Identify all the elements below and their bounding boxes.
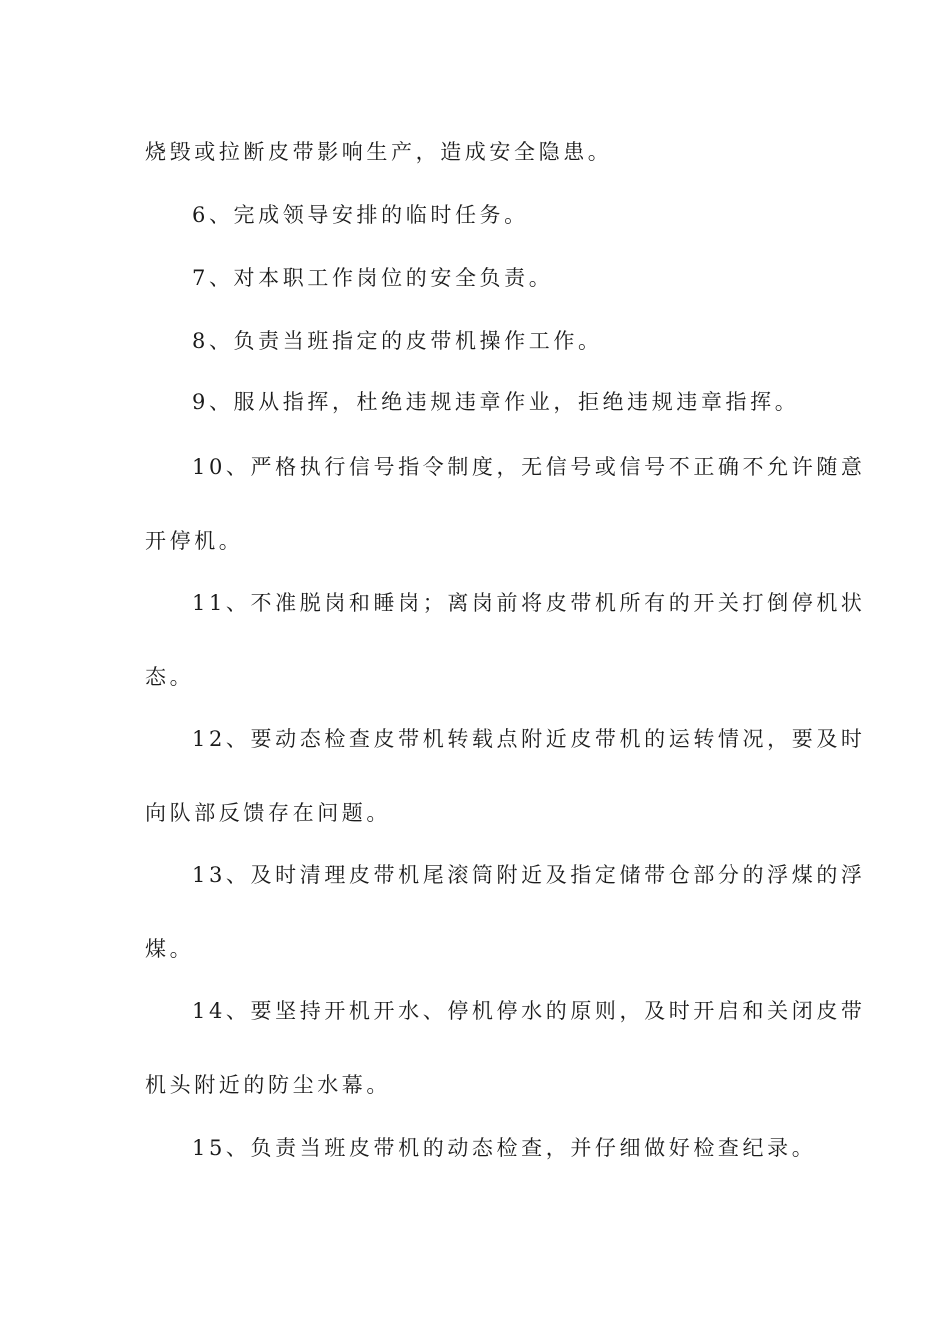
list-item: 15、负责当班皮带机的动态检查，并仔细做好检查纪录。 [192,1136,817,1160]
list-item-continuation: 态。 [145,665,195,689]
list-item-continuation: 开停机。 [145,529,244,553]
list-item: 6、完成领导安排的临时任务。 [192,203,529,227]
list-item-continuation: 机头附近的防尘水幕。 [145,1073,391,1097]
list-item: 11、不准脱岗和睡岗；离岗前将皮带机所有的开关打倒停机状 [192,591,866,615]
list-item-continuation: 向队部反馈存在问题。 [145,801,391,825]
list-item: 8、负责当班指定的皮带机操作工作。 [192,329,603,353]
list-item: 12、要动态检查皮带机转载点附近皮带机的运转情况，要及时 [192,727,866,751]
list-item: 9、服从指挥，杜绝违规违章作业，拒绝违规违章指挥。 [192,390,800,414]
list-item: 7、对本职工作岗位的安全负责。 [192,266,554,290]
text-line: 烧毁或拉断皮带影响生产，造成安全隐患。 [145,140,613,164]
list-item: 13、及时清理皮带机尾滚筒附近及指定储带仓部分的浮煤的浮 [192,863,866,887]
list-item: 14、要坚持开机开水、停机停水的原则，及时开启和关闭皮带 [192,999,866,1023]
list-item: 10、严格执行信号指令制度，无信号或信号不正确不允许随意 [192,455,866,479]
list-item-continuation: 煤。 [145,937,195,961]
